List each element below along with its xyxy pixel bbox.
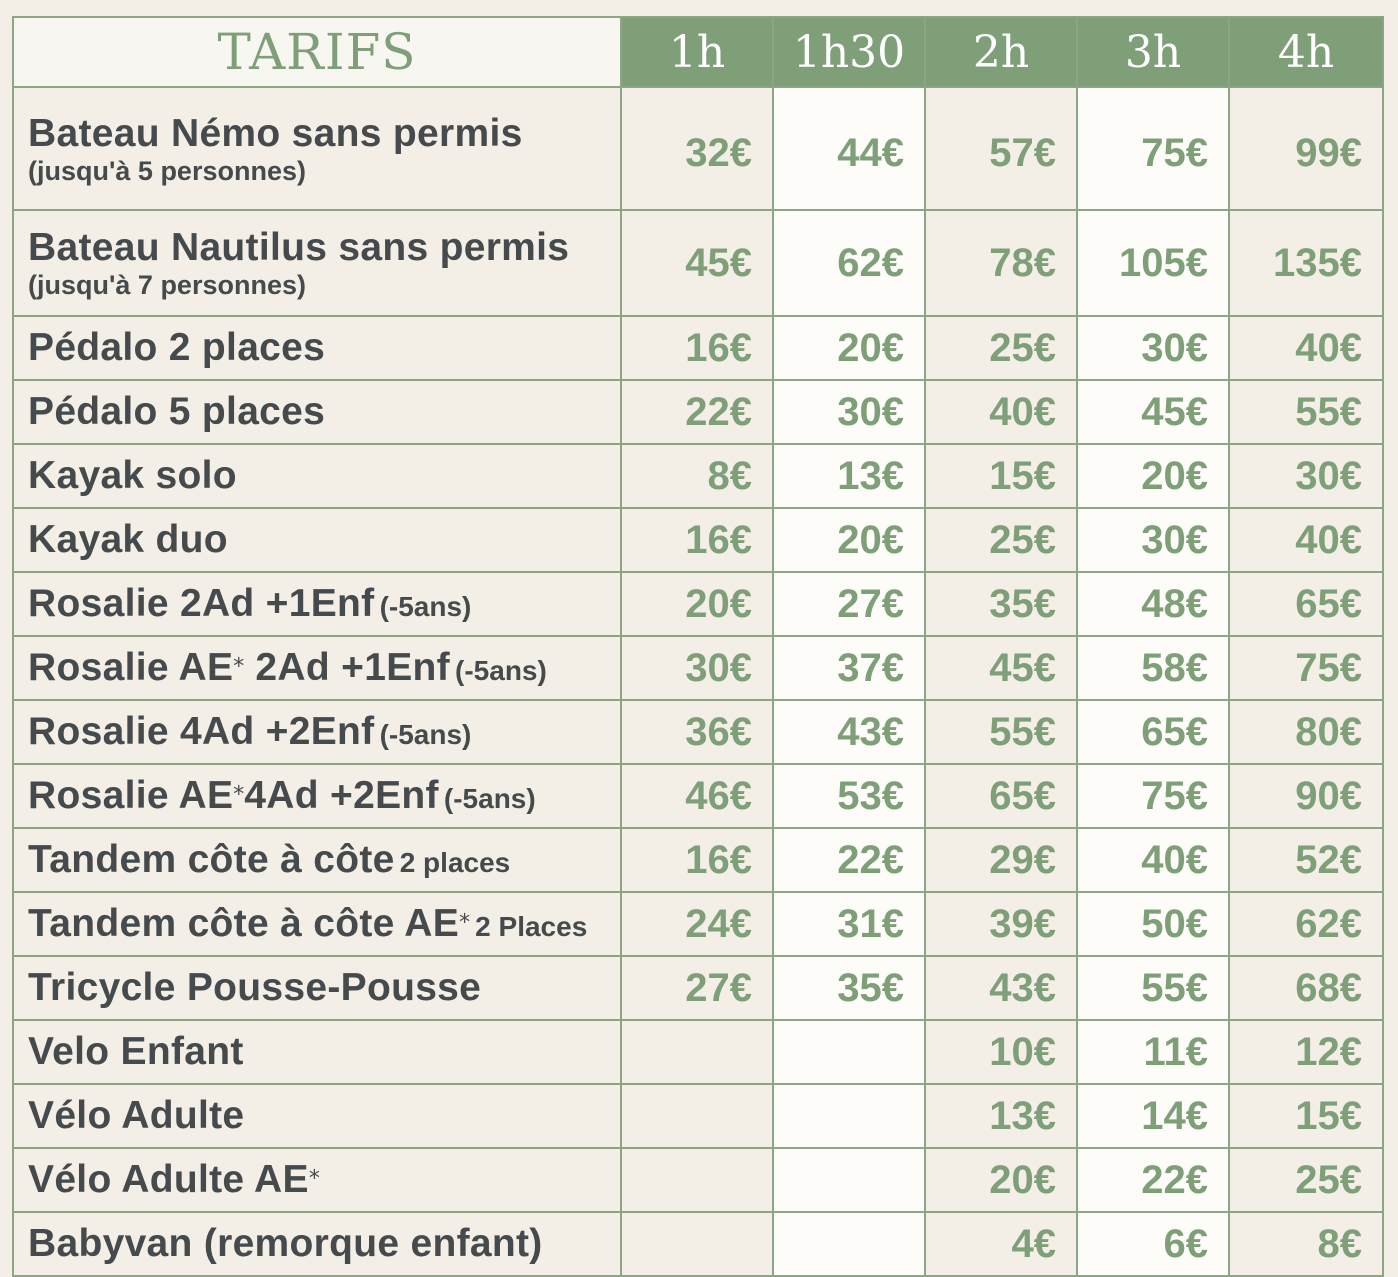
price-cell: 22€ (773, 828, 925, 892)
price-cell: 62€ (1229, 892, 1383, 956)
rental-item-name: Vélo Adulte AE (28, 1158, 309, 1201)
rental-item-label (13, 956, 621, 1020)
price-cell: 44€ (773, 87, 925, 210)
table-row (13, 764, 1383, 828)
price-cell: 22€ (1077, 1148, 1229, 1212)
price-cell (773, 1212, 925, 1276)
price-cell: 8€ (1229, 1212, 1383, 1276)
electric-assist-asterisk: * (233, 654, 245, 680)
duration-header-1h30: 1h30 (773, 17, 925, 87)
rental-item-label (13, 636, 621, 700)
price-cell: 45€ (925, 636, 1077, 700)
price-cell: 75€ (1229, 636, 1383, 700)
price-cell: 78€ (925, 210, 1077, 316)
table-row (13, 956, 1383, 1020)
price-cell: 48€ (1077, 572, 1229, 636)
price-cell: 65€ (1229, 572, 1383, 636)
rental-item-name: Velo Enfant (28, 1030, 244, 1073)
rental-item-label (13, 892, 621, 956)
electric-assist-asterisk: * (459, 910, 471, 936)
rental-item-name: Pédalo 5 places (28, 390, 326, 433)
rental-item-label (13, 210, 621, 316)
table-row (13, 444, 1383, 508)
rental-item-name: Rosalie AE (28, 774, 234, 817)
price-cell: 58€ (1077, 636, 1229, 700)
price-cell: 135€ (1229, 210, 1383, 316)
electric-assist-asterisk: * (233, 782, 245, 808)
rental-item-label (13, 508, 621, 572)
price-cell (773, 1148, 925, 1212)
rental-item-label (13, 1148, 621, 1212)
rental-item-name: Rosalie 4Ad +2Enf (28, 710, 375, 753)
price-cell: 27€ (621, 956, 773, 1020)
price-cell: 20€ (621, 572, 773, 636)
rental-item-capacity-note: (jusqu'à 7 personnes) (28, 270, 306, 300)
price-cell: 105€ (1077, 210, 1229, 316)
table-row (13, 1212, 1383, 1276)
price-cell: 90€ (1229, 764, 1383, 828)
table-row (13, 508, 1383, 572)
price-cell: 52€ (1229, 828, 1383, 892)
rental-item-name: Pédalo 2 places (28, 326, 326, 369)
price-cell: 43€ (925, 956, 1077, 1020)
price-cell (621, 1020, 773, 1084)
rental-item-label (13, 700, 621, 764)
price-cell: 45€ (621, 210, 773, 316)
price-cell: 11€ (1077, 1020, 1229, 1084)
rental-item-qualifier: (-5ans) (443, 783, 536, 814)
rental-item-name: Tricycle Pousse-Pousse (28, 966, 482, 1009)
rental-item-qualifier: (-5ans) (379, 719, 472, 750)
price-cell: 29€ (925, 828, 1077, 892)
price-cell: 16€ (621, 508, 773, 572)
rental-item-qualifier: 2 places (399, 847, 511, 878)
rental-item-name-continued: 4Ad +2Enf (244, 774, 439, 817)
price-cell: 13€ (773, 444, 925, 508)
price-cell: 55€ (1077, 956, 1229, 1020)
price-cell: 39€ (925, 892, 1077, 956)
price-cell: 99€ (1229, 87, 1383, 210)
price-cell: 8€ (621, 444, 773, 508)
price-cell: 27€ (773, 572, 925, 636)
table-row (13, 828, 1383, 892)
rental-item-name: Babyvan (remorque enfant) (28, 1222, 543, 1265)
price-cell: 75€ (1077, 764, 1229, 828)
table-row (13, 700, 1383, 764)
price-cell: 30€ (773, 380, 925, 444)
duration-header-1h: 1h (621, 17, 773, 87)
price-cell: 36€ (621, 700, 773, 764)
rental-item-qualifier: (-5ans) (379, 591, 472, 622)
price-cell: 55€ (925, 700, 1077, 764)
table-row (13, 380, 1383, 444)
price-cell: 30€ (621, 636, 773, 700)
rental-item-name-continued: 2Ad +1Enf (244, 646, 450, 689)
table-row (13, 636, 1383, 700)
rental-item-name: Rosalie 2Ad +1Enf (28, 582, 375, 625)
price-cell: 32€ (621, 87, 773, 210)
price-cell: 68€ (1229, 956, 1383, 1020)
price-cell: 20€ (925, 1148, 1077, 1212)
table-row (13, 210, 1383, 316)
rental-item-name: Tandem côte à côte (28, 838, 395, 881)
price-cell: 53€ (773, 764, 925, 828)
duration-header-2h: 2h (925, 17, 1077, 87)
table-title: TARIFS (13, 17, 621, 87)
price-cell: 40€ (1077, 828, 1229, 892)
rental-item-label (13, 1084, 621, 1148)
price-cell: 43€ (773, 700, 925, 764)
price-cell: 80€ (1229, 700, 1383, 764)
price-cell: 12€ (1229, 1020, 1383, 1084)
table-row (13, 1084, 1383, 1148)
price-cell: 20€ (773, 508, 925, 572)
price-cell: 65€ (925, 764, 1077, 828)
price-cell: 20€ (773, 316, 925, 380)
price-cell: 40€ (925, 380, 1077, 444)
rental-item-name: Bateau Nautilus sans permis (28, 226, 570, 269)
table-row (13, 1020, 1383, 1084)
price-cell: 16€ (621, 316, 773, 380)
price-cell: 57€ (925, 87, 1077, 210)
rental-item-label (13, 87, 621, 210)
price-cell: 46€ (621, 764, 773, 828)
price-cell: 15€ (1229, 1084, 1383, 1148)
price-cell: 13€ (925, 1084, 1077, 1148)
price-cell: 10€ (925, 1020, 1077, 1084)
price-cell (621, 1212, 773, 1276)
rental-item-name: Rosalie AE (28, 646, 234, 689)
price-cell: 30€ (1229, 444, 1383, 508)
header-row (13, 17, 1383, 87)
rental-item-label (13, 1020, 621, 1084)
duration-header-3h: 3h (1077, 17, 1229, 87)
price-cell: 37€ (773, 636, 925, 700)
price-cell: 15€ (925, 444, 1077, 508)
price-cell: 31€ (773, 892, 925, 956)
duration-header-4h: 4h (1229, 17, 1383, 87)
rental-item-label (13, 316, 621, 380)
rental-item-qualifier: (-5ans) (455, 655, 547, 686)
price-cell: 25€ (1229, 1148, 1383, 1212)
rental-item-qualifier: 2 Places (475, 911, 588, 942)
table-row (13, 572, 1383, 636)
rental-item-label (13, 828, 621, 892)
price-cell: 22€ (621, 380, 773, 444)
price-cell: 65€ (1077, 700, 1229, 764)
price-cell (773, 1020, 925, 1084)
price-cell: 55€ (1229, 380, 1383, 444)
rental-item-label (13, 572, 621, 636)
price-cell: 75€ (1077, 87, 1229, 210)
rental-item-name: Bateau Némo sans permis (28, 111, 523, 155)
price-cell: 6€ (1077, 1212, 1229, 1276)
price-cell: 35€ (925, 572, 1077, 636)
price-cell: 62€ (773, 210, 925, 316)
rental-item-name: Vélo Adulte (28, 1094, 245, 1137)
price-cell: 4€ (925, 1212, 1077, 1276)
table-row (13, 87, 1383, 210)
price-cell (773, 1084, 925, 1148)
rental-item-label (13, 1212, 621, 1276)
price-cell: 20€ (1077, 444, 1229, 508)
price-cell: 24€ (621, 892, 773, 956)
price-cell: 50€ (1077, 892, 1229, 956)
table-row (13, 892, 1383, 956)
price-cell: 14€ (1077, 1084, 1229, 1148)
rental-item-label (13, 764, 621, 828)
price-cell (621, 1148, 773, 1212)
rental-item-capacity-note: (jusqu'à 5 personnes) (28, 155, 306, 186)
table-body (13, 87, 1383, 1276)
table-row (13, 1148, 1383, 1212)
price-cell: 45€ (1077, 380, 1229, 444)
price-cell: 30€ (1077, 316, 1229, 380)
rental-item-label (13, 444, 621, 508)
rental-item-name: Kayak solo (28, 454, 237, 497)
rental-item-label (13, 380, 621, 444)
price-table (12, 16, 1384, 1277)
price-cell: 25€ (925, 316, 1077, 380)
price-cell: 35€ (773, 956, 925, 1020)
price-cell (621, 1084, 773, 1148)
price-cell: 40€ (1229, 508, 1383, 572)
rental-item-name: Kayak duo (28, 518, 228, 561)
price-cell: 25€ (925, 508, 1077, 572)
table-row (13, 316, 1383, 380)
price-cell: 30€ (1077, 508, 1229, 572)
rental-item-name: Tandem côte à côte AE (28, 902, 460, 945)
price-cell: 16€ (621, 828, 773, 892)
electric-assist-asterisk: * (308, 1166, 320, 1192)
price-cell: 40€ (1229, 316, 1383, 380)
